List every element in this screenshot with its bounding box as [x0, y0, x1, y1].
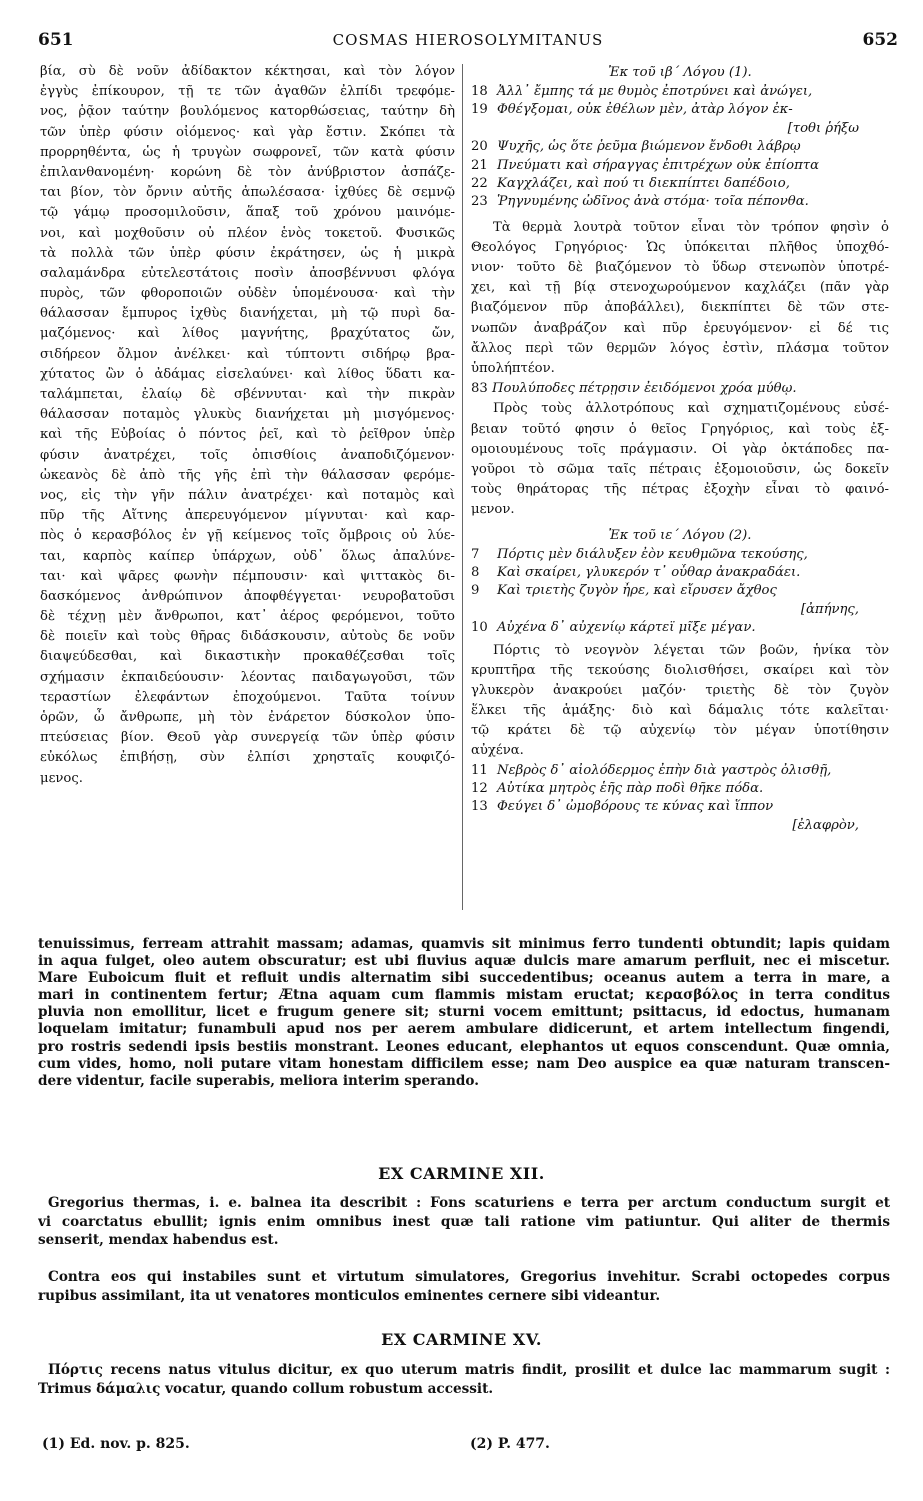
heading-oration-12: Ἐκ τοῦ ιβ´ Λόγου (1).	[608, 65, 752, 80]
verse-line	[471, 762, 889, 780]
latin-text-line: vi coarctatus ebullit; ignis enim omnibus inest quæ tali ratione vim patiuntur. Qui aliter de thermis	[38, 1213, 890, 1230]
greek-text-line: σιδήρεον ὄλμον ἀνέλκει· καὶ τύπτοντι σιδήρῳ βρα-	[40, 346, 455, 362]
verse-line	[471, 83, 889, 101]
verse-text: [τοθι ῥήξω	[787, 120, 859, 136]
greek-text-line: σαλαμάνδρα εὐτελεστάτοις ποσὶν ἀποσβέννυσι φλόγα	[40, 265, 455, 281]
latin-text-line: rupibus assimilant, ita ut venatores monticulos eminentes cernere sibi videantur.	[38, 1287, 661, 1304]
verse-text: Πνεύματι καὶ σήραγγας ἐπιτρέχων οὐκ ἐπίοπτα	[497, 157, 819, 173]
commentary-line: Θεολόγος Γρηγόριος· Ὡς ὑπόκειται πλῆθος ὑποχθό-	[471, 239, 889, 255]
greek-text-line: σχήμασιν ἐκπαιδεύουσιν· λέοντας παιδαγωγοῦσι, τῶν	[40, 669, 455, 685]
greek-text-line: δασκόμενος ἀνθρώπινον ἀποφθέγγεται· νευροβατοῦσι	[40, 588, 455, 604]
verse-text: [ἀπήνης,	[800, 601, 859, 617]
verse-line	[471, 780, 889, 798]
page-number-right: 652	[862, 30, 898, 50]
verse-line	[471, 564, 889, 582]
greek-text-line: τῶν ὑπὲρ φύσιν οἰόμενος· καὶ γὰρ ἔστιν. Σκόπει τὰ	[40, 124, 455, 140]
latin-text-line: Gregorius thermas, i. e. balnea ita describit : Fons scaturiens e terra per arctum conductum surgit et	[48, 1195, 890, 1211]
greek-text-line: δὲ τέχνῃ μὲν ἄνθρωποι, κατ᾽ ἀέρος φερόμενοι, τοῦτο	[40, 609, 455, 625]
commentary-line: αὐχένα.	[471, 743, 524, 759]
commentary-line: ὑπολήπτέον.	[471, 361, 555, 377]
verse-text: [ἐλαφρὸν,	[792, 817, 859, 833]
commentary-line: τοὺς θηράτορας τῆς πέτρας ἐξοχὴν εἶναι τὸ φαινό-	[471, 482, 889, 498]
greek-text-line: τὰ πολλὰ τῶν ὑπὲρ φύσιν ἐκράτησεν, ὡς ἡ μικρὰ	[40, 245, 455, 261]
verse-text: Αὐχένα δ᾽ αὐχενίῳ κάρτεϊ μῖξε μέγαν.	[497, 620, 756, 636]
commentary-line: κρυπτῆρα τῆς τεκούσης διολισθήσει, σκαίρει καὶ τὸν	[471, 662, 889, 678]
verse-line	[471, 120, 889, 138]
greek-text-line: νος, ῥᾷον ταύτην βουλόμενος κατορθώσειας, ταύτην δὴ	[40, 104, 455, 120]
commentary-line: βειαν τοῦτό φησιν ὁ θεῖος Γρηγόριος, καὶ τοὺς ἐξ-	[471, 421, 889, 437]
verse-text: Καὶ σκαίρει, γλυκερόν τ᾽ οὖθαρ ἀνακραδάει.	[497, 564, 801, 580]
verse-number: 7	[471, 546, 480, 562]
verse-number: 20	[471, 139, 488, 155]
greek-text-line: ὠκεανὸς δὲ ἀπὸ τῆς γῆς ἐπὶ τὴν θάλασσαν φερόμε-	[40, 467, 455, 483]
greek-text-line: πυρὸς, τῶν φθοροποιῶν οὐδὲν ὑπομένουσα· καὶ τὴν	[40, 286, 455, 302]
latin-text-line: Πόρτις recens natus vitulus dicitur, ex quo uterum matris findit, prosilit et dulce lac mammarum sugit :	[48, 1362, 890, 1378]
greek-text-line: εὐκόλως ἐπιβήσῃ, σὺν ἐλπίσι χρησταῖς κουφιζό-	[40, 750, 455, 766]
verse-number: 19	[471, 102, 488, 118]
verse-line	[471, 157, 889, 175]
running-header	[38, 30, 898, 54]
greek-text-line: θάλασσαν ποταμὸς γλυκὺς διανήχεται μὴ μισγόμενος·	[40, 407, 455, 423]
greek-text-line: νος, εἰς τὴν γῆν πάλιν ἀνατρέχει· καὶ ποταμὸς καὶ	[40, 487, 455, 503]
heading-oration-15: Ἐκ τοῦ ιε´ Λόγου (2).	[608, 527, 752, 543]
commentary-line: ἄλλος περὶ τῶν θερμῶν λόγος ἐστὶν, πλάσμα τοῦτον	[471, 340, 889, 356]
commentary-line: νιον· τοῦτο δὲ βιαζόμενον τὸ ὕδωρ στενωπὸν ὑποτρέ-	[471, 260, 889, 276]
greek-text-line: πὸς ὁ κερασβόλος ἐν γῇ κείμενος τοῖς ὄμβροις οὐ λύε-	[40, 528, 455, 544]
latin-text-line: tenuissimus, ferream attrahit massam; adamas, quamvis sit minimus ferro tundenti obtundit; lapis quidam	[38, 936, 890, 952]
verse-text: Πουλύποδες πέτρῃσιν ἐειδόμενοι χρόα μύθῳ.	[491, 381, 797, 397]
verse-text: Πόρτις μὲν διάλυξεν ἐὸν κευθμῶνα τεκούσης,	[497, 546, 808, 562]
greek-text-line: προρρηθέντα, ὡς ἡ τρυγὼν σωφρονεῖ, τῶν κατὰ φύσιν	[40, 144, 455, 160]
greek-text-line: ἐγγὺς ἐπίκουρον, τῇ τε τῶν ἀγαθῶν ἐλπίδι τρεφόμε-	[40, 84, 455, 100]
column-divider	[462, 64, 463, 910]
greek-text-line: βία, σὺ δὲ νοῦν ἀδίδακτον κέκτησαι, καὶ τὸν λόγον	[40, 64, 455, 79]
section-title-xv: EX CARMINE XV.	[381, 1330, 542, 1349]
section-xv-para	[38, 1361, 890, 1398]
verse-line	[471, 798, 889, 816]
greek-text-line: ται βίον, τὸν ὄρνιν αὐτῆς ἀπωλέσασα· ἰχθύες δὲ σεμνῷ	[40, 185, 455, 201]
verse-text: Καγχλάζει, καὶ πού τι διεκπίπτει δαπέδοιο,	[497, 175, 790, 191]
verse-number: 10	[471, 620, 488, 636]
greek-text-line: πτεύσειας βίον. Θεοῦ γὰρ συνεργείᾳ τῶν ὑπὲρ φύσιν	[40, 730, 455, 746]
commentary-line: Τὰ θερμὰ λουτρὰ τοῦτον εἶναι τὸν τρόπον φησὶν ὁ	[493, 219, 889, 235]
commentary-line: ομοιουμένους τοῖς πράγμασιν. Οἱ γὰρ ὀκτάποδες πα-	[471, 441, 889, 457]
verse-text: Ἀλλ᾽ ἔμπης τά με θυμὸς ἐποτρύνει καὶ ἀνώγει,	[497, 84, 813, 99]
greek-text-line: νοι, καὶ μοχθοῦσιν οὐ πλέον ἑνὸς τοκετοῦ. Φυσικῶς	[40, 225, 455, 241]
verse-number: 13	[471, 799, 488, 815]
commentary-line: γλυκερὸν ἀνακρούει μαζόν· τριετὴς δὲ τὸν ζυγὸν	[471, 682, 889, 698]
greek-text-line: τεραστίων ἐλεφάντων ἐποχούμενοι. Ταῦτα τοίνυν	[40, 689, 455, 705]
verse-number: 12	[471, 781, 488, 797]
latin-text-line: Contra eos qui instabiles sunt et virtutum simulatores, Gregorius invehitur. Scrabi octopedes corpus	[48, 1269, 890, 1285]
latin-text-line: pro rostris sedendi ipsis bestiis monstrant. Leones educant, elephantos ut equos conscendunt. Quæ omnia,	[38, 1038, 890, 1055]
verse-number: 9	[471, 583, 480, 599]
commentary-line: βιαζόμενον πῦρ ἀποβάλλει), διεκπίπτει δὲ τῶν στε-	[471, 300, 889, 316]
commentary-line: Πρὸς τοὺς ἀλλοτρόπους καὶ σχηματιζομένους εὐσέ-	[493, 401, 889, 417]
verse-number: 23	[471, 194, 488, 210]
left-column	[40, 62, 455, 789]
verse-line	[471, 101, 889, 119]
verse-line	[471, 193, 889, 211]
commentary-line: ἕλκει τῆς ἁμάξης· διὸ καὶ δάμαλις τότε καλεῖται·	[471, 703, 889, 719]
verse-text: Ῥηγνυμένης ὠδῖνος ἀνὰ στόμα· τοῖα πέπονθα.	[497, 194, 809, 210]
verse-line	[471, 817, 889, 835]
greek-text-line: θάλασσαν ἔμπυρος ἰχθὺς διανήχεται, μὴ τῷ πυρὶ δα-	[40, 306, 455, 322]
verse-text: Φθέγξομαι, οὐκ ἐθέλων μὲν, ἀτὰρ λόγον ἐκ-	[497, 102, 793, 118]
right-column	[471, 62, 889, 835]
latin-text-line: Trimus δάμαλις vocatur, quando collum robustum accessit.	[38, 1380, 494, 1397]
verse-line	[471, 619, 889, 637]
footnote-1: (1) Ed. nov. p. 825.	[42, 1436, 190, 1452]
latin-text-line: pluvia non emollitur, licet e frugum genere sit; sturni vocem emittunt; psittacus, id edoctus, humanam	[38, 1004, 890, 1021]
commentary-line: μενον.	[471, 502, 515, 518]
greek-text-line: χύτατος ὢν ὁ ἀδάμας εἰσελαύνει· καὶ λίθος ὕδατι κα-	[40, 366, 455, 382]
verse-number: 22	[471, 175, 488, 191]
verses-block-2	[471, 546, 889, 638]
greek-text-line: ται· καὶ ψᾶρες φωνὴν πέμπουσιν· καὶ ψιττακὸς δι-	[40, 568, 455, 584]
verse-number: 18	[471, 84, 488, 99]
commentary-line: τῷ κράτει δὲ τῷ αὐχενίῳ τὸν μέγαν ὑποτίθησιν	[471, 723, 889, 739]
latin-text-line: Mare Euboicum fluit et refluit undis alternatim sibi succedentibus; oceanus autem a terra in mare, a	[38, 970, 890, 987]
verse-text: Φεύγει δ᾽ ὠμοβόρους τε κύνας καὶ ἵππον	[497, 799, 774, 815]
greek-text-line: ὁρῶν, ὦ ἄνθρωπε, μὴ τὸν ἐνάρετον δύσκολον ὑπο-	[40, 710, 455, 725]
greek-text-line: φύσιν ἀνατρέχει, τοῖς ὀπισθίοις ἀναποδιζόμενον·	[40, 447, 455, 463]
verse-line	[471, 138, 889, 156]
verse-text: Αὐτίκα μητρὸς ἑῆς πὰρ ποδὶ θῆκε πόδα.	[497, 781, 764, 797]
section-xii-para-2	[38, 1268, 890, 1305]
footnote-2: (2) P. 477.	[470, 1436, 550, 1452]
greek-text-line: διαψεύδεσθαι, καὶ δικαστικὴν προκαθέζεσθαι τοῖς	[40, 649, 455, 665]
latin-text-line: dere videntur, facile superabis, meliora interim sperando.	[38, 1072, 479, 1089]
verse-83-line	[471, 379, 889, 399]
prose-block-3	[471, 641, 889, 762]
prose-block-1	[471, 218, 889, 380]
verse-text: Ψυχῆς, ὡς ὅτε ῥεῦμα βιώμενον ἔνδοθι λάβρῳ	[497, 139, 801, 155]
page-number-left: 651	[38, 30, 74, 50]
greek-text-line: πῦρ τῆς Αἴτνης ἀπερευγόμενον μίγνυται· καὶ καρ-	[40, 508, 455, 524]
latin-text-line: in aqua fulget, oleo autem obscuratur; est ubi fluvius aquæ dulcis mare amarum perfluit, nec ei miscetur.	[38, 953, 890, 970]
verses-block-3	[471, 762, 889, 836]
latin-text-line: cum vides, homo, noli putare vitam honestam difficilem esse; nam Deo auspice ea quæ naturam transcen-	[38, 1055, 890, 1072]
verse-number: 21	[471, 157, 488, 173]
verse-text: Νεβρὸς δ᾽ αἰολόδερμος ἐπὴν διὰ γαστρὸς ὀλισθῇ,	[497, 762, 832, 778]
verses-block-1	[471, 83, 889, 212]
verse-text: Καὶ τριετὴς ζυγὸν ἦρε, καὶ εἴρυσεν ἄχθος	[497, 583, 777, 599]
greek-text-line: μαζόμενος· καὶ λίθος μαγνήτης, βραχύτατος ὤν,	[40, 326, 455, 342]
verse-line	[471, 582, 889, 600]
section-title-xii: EX CARMINE XII.	[378, 1164, 545, 1183]
commentary-line: χει, καὶ τῇ βίᾳ στενοχωρούμενον καχλάζει (πᾶν γὰρ	[471, 280, 889, 296]
greek-text-line: ἐπιλανθανομένη· κορώνη δὲ τὸν ἀνύβριστον ἀσπάζε-	[40, 164, 455, 180]
commentary-line: νωπῶν ἀναβράζον καὶ πῦρ ἐρευγόμενον· εἰ δέ τις	[471, 320, 889, 336]
commentary-line: γοῦροι τὸ σῶμα ταῖς πέτραις ἐξομοιοῦσιν, ὡς δοκεῖν	[471, 461, 889, 477]
section-xii-para-1	[38, 1194, 890, 1250]
greek-text-line: καὶ τῆς Εὐβοίας ὁ πόντος ῥεῖ, καὶ τὸ ῥεῖθρον ὑπὲρ	[40, 427, 455, 443]
greek-text-line: τῷ γάμῳ προσομιλοῦσιν, ἅπαξ τοῦ χρόνου μαινόμε-	[40, 205, 455, 221]
verse-number: 8	[471, 564, 480, 580]
greek-text-line: ταλάμπεται, ἐλαίῳ δὲ σβέννυται· καὶ τὴν πικρὰν	[40, 387, 455, 402]
latin-text-line: loquelam imitatur; funambuli apud nos per aerem ambulare didicerunt, et artem intellectum fingendi,	[38, 1021, 890, 1038]
prose-block-2	[471, 399, 889, 520]
greek-text-line: ται, καρπὸς καίπερ ὑπάρχων, οὐδ᾽ ὅλως ἀπαλύνε-	[40, 548, 455, 564]
running-title: COSMAS HIEROSOLYMITANUS	[332, 31, 604, 49]
latin-text-line: mari in continentem fertur; Ætna aquam cum flammis mistam eructat; κερασβόλος in terra conditus	[38, 987, 890, 1004]
verse-line	[471, 175, 889, 193]
greek-text-line: μενος.	[40, 770, 83, 786]
latin-translation	[38, 936, 890, 1090]
verse-line	[471, 601, 889, 619]
greek-text-line: δὲ ποιεῖν καὶ τοὺς θῆρας διδάσκουσιν, αὐτοὺς δε νοῦν	[40, 629, 455, 645]
latin-text-line: senserit, mendax habendus est.	[38, 1232, 279, 1249]
verse-number: 83	[471, 381, 488, 397]
commentary-line: Πόρτις τὸ νεογνὸν λέγεται τῶν βοῶν, ἡνίκα τὸν	[493, 642, 889, 658]
verse-number: 11	[471, 762, 488, 778]
verse-line	[471, 546, 889, 564]
